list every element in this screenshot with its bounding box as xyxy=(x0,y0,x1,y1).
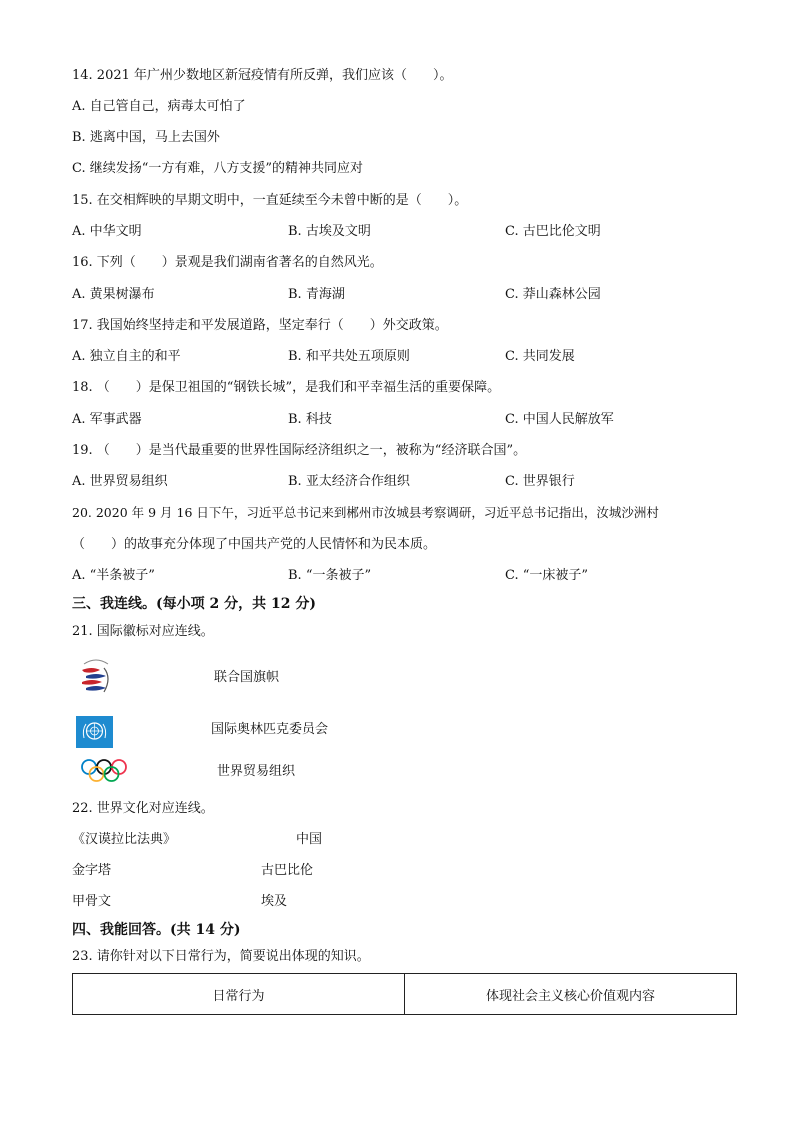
q21-right-label-1: 联合国旗帜 xyxy=(214,670,280,685)
q22-left-2: 金字塔 xyxy=(72,863,112,878)
q19-option-c: C. 世界银行 xyxy=(505,474,575,489)
q19-stem: 19. （ ）是当代最重要的世界性国际经济组织之一，被称为“经济联合国”。 xyxy=(72,443,527,458)
q19-option-b: B. 亚太经济合作组织 xyxy=(288,474,410,489)
q22-right-3: 埃及 xyxy=(261,894,288,909)
q18-option-b: B. 科技 xyxy=(288,412,332,427)
q17-option-a: A. 独立自主的和平 xyxy=(72,349,181,364)
q23-answer-table xyxy=(72,973,737,1015)
q15-option-c: C. 古巴比伦文明 xyxy=(505,224,601,239)
q20-option-c: C. “一床被子” xyxy=(505,568,589,583)
q21-right-label-2: 国际奥林匹克委员会 xyxy=(211,722,329,737)
q20-option-a: A. “半条被子” xyxy=(72,568,155,583)
q16-option-a: A. 黄果树瀑布 xyxy=(72,287,155,302)
section-4-heading: 四、我能回答。(共 14 分) xyxy=(72,922,241,938)
q20-option-b: B. “一条被子” xyxy=(288,568,372,583)
q21-right-label-3: 世界贸易组织 xyxy=(217,764,296,779)
q15-option-a: A. 中华文明 xyxy=(72,224,142,239)
q22-stem: 22. 世界文化对应连线。 xyxy=(72,801,214,816)
q20-stem-line2: （ ）的故事充分体现了中国共产党的人民情怀和为民本质。 xyxy=(72,537,437,552)
q23-stem: 23. 请你针对以下日常行为，简要说出体现的知识。 xyxy=(72,949,370,964)
q17-option-b: B. 和平共处五项原则 xyxy=(288,349,410,364)
q18-option-a: A. 军事武器 xyxy=(72,412,142,427)
q14-option-b: B. 逃离中国，马上去国外 xyxy=(72,130,220,145)
q23-header-daily-behavior: 日常行为 xyxy=(73,974,405,1015)
section-3-heading: 三、我连线。(每小项 2 分，共 12 分) xyxy=(72,596,316,612)
q18-option-c: C. 中国人民解放军 xyxy=(505,412,614,427)
q16-option-c: C. 莽山森林公园 xyxy=(505,287,601,302)
olympic-rings-icon xyxy=(80,758,128,784)
q17-stem: 17. 我国始终坚持走和平发展道路，坚定奉行（ ）外交政策。 xyxy=(72,318,448,333)
q19-option-a: A. 世界贸易组织 xyxy=(72,474,168,489)
q21-stem: 21. 国际徽标对应连线。 xyxy=(72,624,214,639)
q18-stem: 18. （ ）是保卫祖国的“钢铁长城”，是我们和平幸福生活的重要保障。 xyxy=(72,380,501,395)
q15-option-b: B. 古埃及文明 xyxy=(288,224,371,239)
q20-stem-line1: 20. 2020 年 9 月 16 日下午，习近平总书记来到郴州市汝城县考察调研，习近平总书记指出，汝城沙洲村 xyxy=(72,505,659,520)
q14-stem: 14. 2021 年广州少数地区新冠疫情有所反弹，我们应该（ ）。 xyxy=(72,68,453,83)
un-flag-icon xyxy=(76,716,113,748)
q22-right-1: 中国 xyxy=(296,832,323,847)
q15-stem: 15. 在交相辉映的早期文明中，一直延续至今未曾中断的是（ ）。 xyxy=(72,193,468,208)
q22-right-2: 古巴比伦 xyxy=(261,863,314,878)
q16-option-b: B. 青海湖 xyxy=(288,287,345,302)
q23-header-core-values: 体现社会主义核心价值观内容 xyxy=(405,974,737,1015)
q14-option-c: C. 继续发扬“一方有难，八方支援”的精神共同应对 xyxy=(72,161,364,176)
q22-left-1: 《汉谟拉比法典》 xyxy=(72,832,177,847)
q17-option-c: C. 共同发展 xyxy=(505,349,575,364)
wto-logo-icon xyxy=(78,658,114,700)
q22-left-3: 甲骨文 xyxy=(72,894,112,909)
q14-option-a: A. 自己管自己，病毒太可怕了 xyxy=(72,99,246,114)
q16-stem: 16. 下列（ ）景观是我们湖南省著名的自然风光。 xyxy=(72,255,383,270)
